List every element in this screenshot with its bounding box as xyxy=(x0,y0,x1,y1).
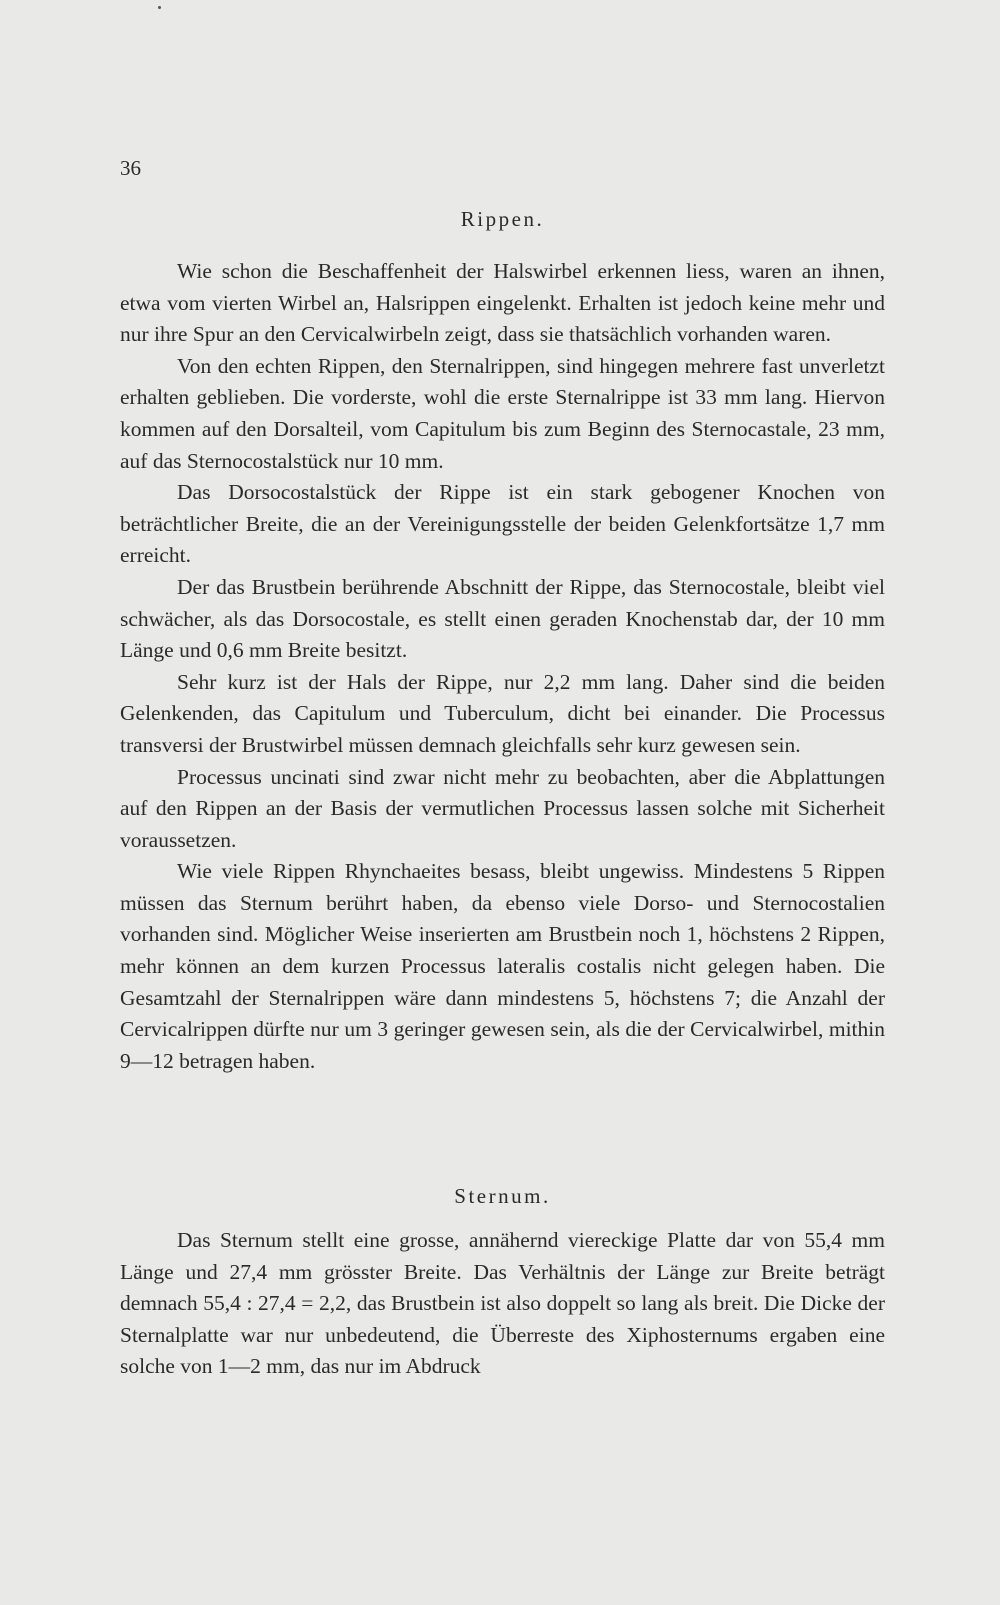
paragraph: Das Dorsocostalstück der Rippe ist ein stark gebogener Knochen von beträchtlicher Breite, die an der Vereinigungsstelle der beiden Gelenkfortsätze 1,7 mm erreicht. xyxy=(120,480,885,568)
paragraph: Sehr kurz ist der Hals der Rippe, nur 2,2 mm lang. Daher sind die beiden Gelenkenden, das Capitulum und Tuberculum, dicht bei einander. Die Processus transversi der Brustwirbel müssen demnach gleichfalls sehr kurz gewesen sein. xyxy=(120,669,885,757)
paragraph: Das Sternum stellt eine grosse, annähernd viereckige Platte dar von 55,4 mm Länge und 27,4 mm grösster Breite. Das Verhältnis der Länge zur Breite beträgt demnach 55,4 : 27,4 = 2,2, das Brustbein ist also doppelt so lang als breit. Die Dicke der Sternalplatte war nur unbedeutend, die Überreste des Xiphosternums ergaben eine solche von 1—2 mm, das nur im Abdruck xyxy=(120,1228,885,1379)
paragraph: Wie viele Rippen Rhynchaeites besass, bleibt ungewiss. Mindestens 5 Rippen müssen das Sternum berührt haben, da ebenso viele Dorso- und Sternocostalien vorhanden sind. Möglicher Weise inserierten am Brustbein noch 1, höchstens 2 Rippen, mehr können an dem kurzen Processus lateralis costalis nicht gelegen haben. Die Gesamtzahl der Sternalrippen wäre dann mindestens 5, höchstens 7; die Anzahl der Cervicalrippen dürfte nur um 3 geringer gewesen sein, als die der Cervicalwirbel, mithin 9—12 betragen haben. xyxy=(120,859,885,1073)
section-heading: Sternum. xyxy=(454,1184,551,1208)
section-sternum xyxy=(120,1180,885,1383)
paragraph: Wie schon die Beschaffenheit der Halswirbel erkennen liess, waren an ihnen, etwa vom vierten Wirbel an, Halsrippen eingelenkt. Erhalten ist jedoch keine mehr und nur ihre Spur an den Cervicalwirbeln zeigt, dass sie thatsächlich vorhanden waren. xyxy=(120,259,885,347)
paragraph: Processus uncinati sind zwar nicht mehr zu beobachten, aber die Abplattungen auf den Rippen an der Basis der vermutlichen Processus lassen solche mit Sicherheit voraussetzen. xyxy=(120,764,885,852)
print-speck xyxy=(158,6,161,9)
paragraph: Der das Brustbein berührende Abschnitt der Rippe, das Sternocostale, bleibt viel schwächer, als das Dorsocostale, es stellt einen geraden Knochenstab dar, der 10 mm Länge und 0,6 mm Breite besitzt. xyxy=(120,574,885,663)
section-heading: Rippen. xyxy=(460,207,545,231)
section-rippen xyxy=(120,203,885,1077)
page-number: 36 xyxy=(120,156,141,180)
paragraph: Von den echten Rippen, den Sternalrippen, sind hingegen mehrere fast unverletzt erhalten geblieben. Die vorderste, wohl die erste Sternalrippe ist 33 mm lang. Hiervon kommen auf den Dorsalteil, vom Capitulum bis zum Beginn des Sternocastale, 23 mm, auf das Sternocostalstück nur 10 mm. xyxy=(120,353,885,473)
